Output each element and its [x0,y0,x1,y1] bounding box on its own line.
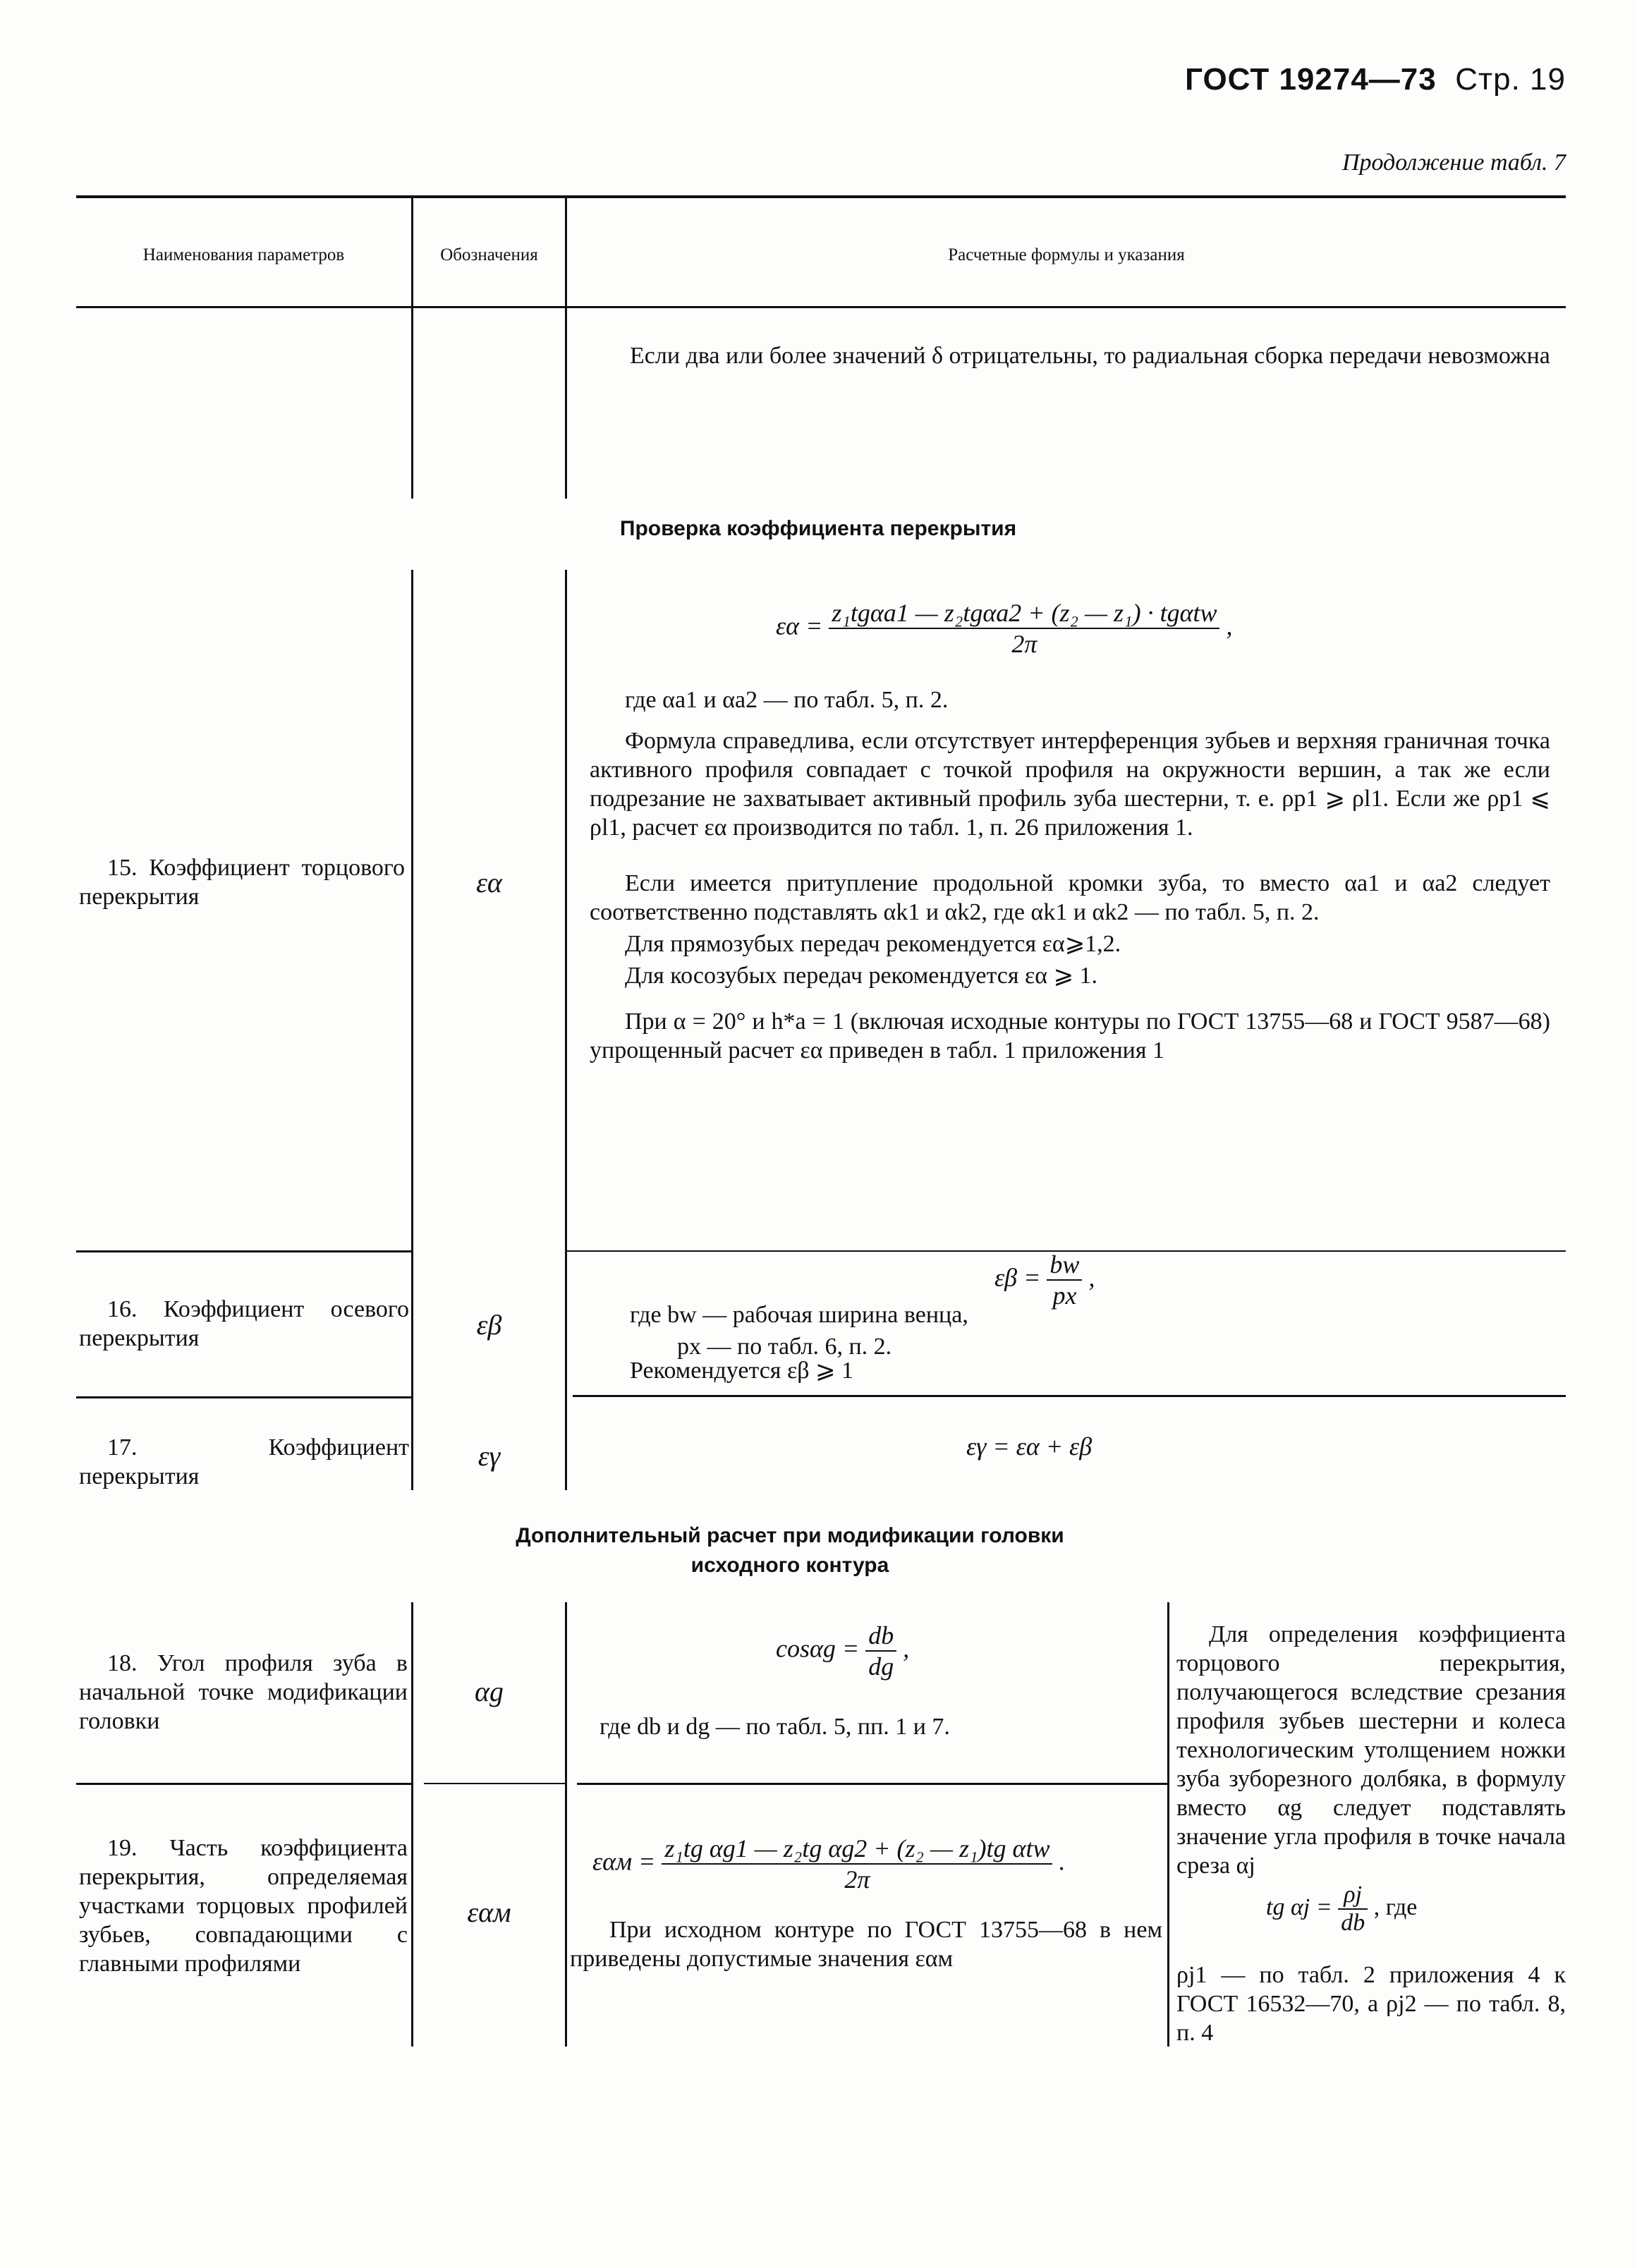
row-15-helical-recommendation: Для косозубых передач рекомендуется εα ⩾ 1. [625,963,1098,989]
row-15-formula-fraction [829,598,1219,659]
row-16-formula-numerator: bw [1047,1250,1082,1281]
row-19-symbol: εαм [467,1896,511,1928]
row-16-parameter-name: 16. Коэффициент осевого перекрытия [79,1296,409,1351]
row-18-formula-numerator: db [865,1621,896,1652]
radial-assembly-note: Если два или более значений δ отрицательны, то радиальная сборка передачи невозможна [630,343,1550,369]
row-15-validity-note: Формула справедлива, если отсутствует интерференция зубьев и верхняя граничная точка активного профиля совпадает с точкой профиля на окружности вершин, а так же если подрезание не захватывает активный профиль зуба шестерни, т. е. ρp1 ⩾ ρl1. Если же ρp1 ⩽ ρl1, расчет εα производится по табл. 1, п. 26 приложения 1. [590,728,1550,841]
row-16-formula-lhs: εβ = [994,1263,1041,1292]
row-16-where-face-width: где bw — рабочая ширина венца, [630,1302,968,1328]
table-continuation-caption: Продолжение табл. 7 [1341,150,1566,176]
row-18-bottom-rule [76,1783,411,1785]
row-15-simplified-calc-note: При α = 20° и h*a = 1 (включая исходные контуры по ГОСТ 13755—68 и ГОСТ 9587—68) упрощенный расчет εα приведен в табл. 1 приложения 1 [590,1008,1550,1063]
col-divider-2-section1 [565,570,567,1490]
row-16-axial-pitch-ref: px — по табл. 6, п. 2. [677,1334,892,1360]
column-header-symbols: Обозначения [440,245,538,264]
row-19-formula-tail: . [1059,1847,1066,1876]
row-18-symbol: αg [475,1676,504,1707]
col-divider-1-section2 [411,1602,413,2047]
col-divider-1-intro [411,308,413,499]
row-16-bottom-rule-right [573,1395,1566,1397]
row-15-symbol: εα [476,867,502,898]
row-18-bottom-rule-mid [424,1783,565,1784]
section-title-modification-line2: исходного контура [690,1554,889,1577]
side-note-formula [1266,1882,1417,1937]
side-note-formula-tail: , где [1373,1894,1418,1920]
row-18-formula-lhs: cosαg = [776,1634,860,1663]
row-15-edge-chamfer-note: Если имеется притупление продольной кромки зуба, то вместо αa1 и αa2 следует соответственно подставлять αk1 и αk2, где αk1 и αk2 — по табл. 5, п. 2. [590,870,1550,925]
column-header-formulas: Расчетные формулы и указания [948,245,1185,264]
row-19-formula-numerator: z₁tg αg1 — z₂tg αg2 + (z₂ — z₁)tg αtw [662,1834,1052,1865]
row-16-formula-denominator: px [1052,1281,1077,1310]
row-15-spur-recommendation: Для прямозубых передач рекомендуется εα⩾1,2. [625,931,1121,957]
side-note-formula-numerator: ρj [1338,1882,1368,1910]
row-16-formula-tail: , [1088,1263,1095,1292]
row-16-symbol: εβ [476,1309,502,1341]
side-note-formula-lhs: tg αj = [1266,1894,1332,1920]
side-note-references: ρj1 — по табл. 2 приложения 4 к ГОСТ 16532—70, а ρj2 — по табл. 8, п. 4 [1176,1962,1566,2046]
row-19-standard-note: При исходном контуре по ГОСТ 13755—68 в нем приведены допустимые значения εαм [570,1917,1162,1972]
row-17-parameter-name: 17. Коэффициент перекрытия [79,1434,409,1489]
row-15-bottom-rule [76,1250,411,1252]
row-19-formula [592,1834,1065,1894]
row-18-bottom-rule-right [577,1783,1167,1785]
section-title-modification-line1: Дополнительный расчет при модификации головки [516,1524,1064,1547]
col-divider-2-intro [565,308,567,499]
table-head-bottom-rule [76,306,1566,308]
row-15-formula-numerator: z₁tgαa1 — z₂tgαa2 + (z₂ — z₁) · tgαtw [829,598,1219,629]
row-19-parameter-name: 19. Часть коэффициента перекрытия, определяемая участками торцовых профилей зубьев, совпадающими с главными профилями [79,1835,408,1977]
row-16-recommendation: Рекомендуется εβ ⩾ 1 [630,1358,854,1384]
col-divider-2-section2 [565,1602,567,2047]
row-15-where-clause: где αa1 и αa2 — по табл. 5, п. 2. [625,687,949,713]
page-number: Стр. 19 [1455,62,1566,97]
row-19-formula-fraction [662,1834,1052,1894]
row-15-formula [776,598,1232,659]
row-18-parameter-name: 18. Угол профиля зуба в начальной точке модификации головки [79,1650,408,1734]
section-title-overlap-check: Проверка коэффициента перекрытия [619,517,1017,540]
row-15-parameter-name: 15. Коэффициент торцового перекрытия [79,855,405,910]
row-18-formula-denominator: dg [868,1652,894,1681]
row-17-formula: εγ = εα + εβ [966,1432,1093,1461]
col-divider-1-section1 [411,570,413,1490]
row-17-symbol: εγ [477,1440,501,1472]
row-15-formula-lhs: εα = [776,611,823,640]
page-header [1171,62,1566,97]
row-18-formula [776,1621,909,1681]
side-note-cutoff-text: Для определения коэффициента торцового перекрытия, получающегося вследствие срезания профиля зубьев шестерни и колеса технологическим утолщением ножки зуба зуборезного долбяка, в формулу вместо αg следует подставлять значение угла профиля в точке начала среза αj [1176,1621,1566,1879]
row-19-formula-denominator: 2π [844,1865,870,1894]
side-note-formula-fraction [1338,1882,1368,1937]
row-15-formula-tail: , [1226,611,1233,640]
row-18-where-clause: где db и dg — по табл. 5, пп. 1 и 7. [600,1714,950,1740]
row-15-formula-denominator: 2π [1011,630,1037,658]
table-top-rule [76,195,1566,198]
row-18-formula-fraction [865,1621,896,1681]
row-19-formula-lhs: εαм = [592,1847,656,1876]
col-divider-3-section2 [1167,1602,1169,2047]
side-note-formula-denominator: db [1341,1910,1365,1936]
column-header-parameters: Наименования параметров [142,245,345,264]
row-18-formula-tail: , [903,1634,910,1663]
row-16-bottom-rule [76,1396,411,1398]
standard-number: ГОСТ 19274—73 [1185,62,1437,97]
